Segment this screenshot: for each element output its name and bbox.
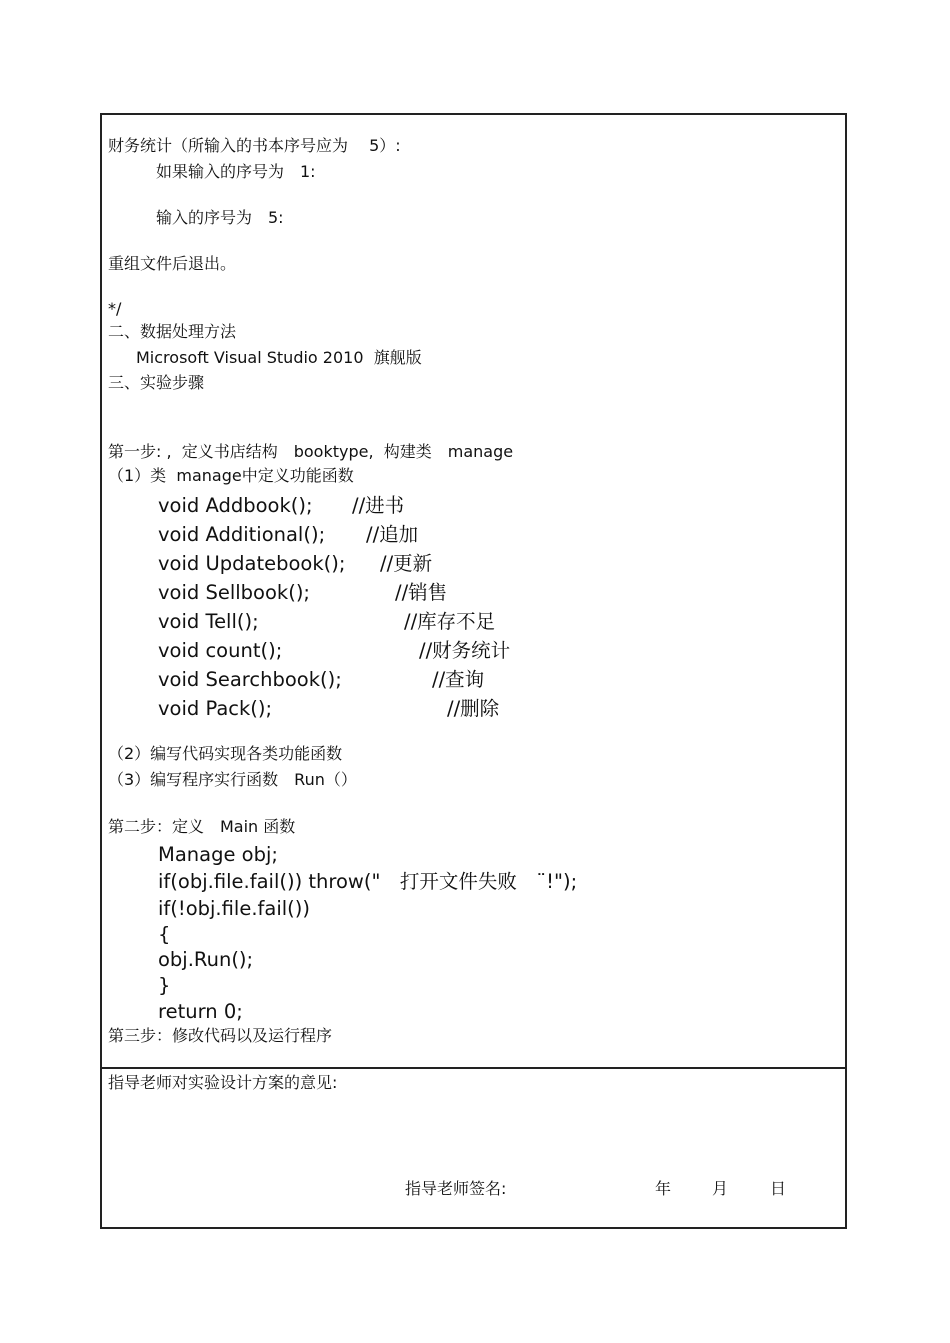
step1-sub1: （1）类 manage中定义功能函数	[108, 466, 354, 485]
section3-heading: 三、实验步骤	[108, 373, 205, 392]
function-code: void Additional();	[158, 523, 326, 546]
step3-line: 第三步：修改代码以及运行程序	[108, 1026, 333, 1045]
comment-end: */	[108, 299, 122, 318]
main-code-line: if(obj.file.fail()) throw(" 打开文件失败 ¨!");	[158, 870, 578, 893]
section-divider	[100, 1067, 847, 1069]
section2-heading: 二、数据处理方法	[108, 322, 237, 341]
function-comment: //更新	[380, 552, 433, 575]
teacher-signature-label: 指导老师签名:	[405, 1179, 507, 1198]
function-code: void Addbook();	[158, 494, 313, 517]
step1-sub2: （2）编写代码实现各类功能函数	[108, 744, 343, 763]
main-code-line: }	[158, 974, 171, 997]
date-year: 年	[655, 1179, 672, 1198]
function-code: void count();	[158, 639, 283, 662]
main-code-line: if(!obj.file.fail())	[158, 897, 311, 920]
step1-line: 第一步: , 定义书店结构 booktype, 构建类 manage	[108, 442, 514, 461]
reorganize-line: 重组文件后退出。	[108, 254, 237, 273]
function-code: void Pack();	[158, 697, 273, 720]
teacher-opinion-label: 指导老师对实验设计方案的意见:	[108, 1073, 338, 1092]
function-comment: //进书	[352, 494, 405, 517]
finance-stats-line: 财务统计（所输入的书本序号应为 5）:	[108, 136, 401, 155]
main-code-line: obj.Run();	[158, 948, 254, 971]
function-comment: //库存不足	[404, 610, 496, 633]
date-day: 日	[770, 1179, 787, 1198]
step1-sub3: （3）编写程序实行函数 Run（）	[108, 770, 357, 789]
function-comment: //追加	[366, 523, 419, 546]
step2-line: 第二步：定义 Main 函数	[108, 817, 296, 836]
date-month: 月	[712, 1179, 729, 1198]
function-code: void Sellbook();	[158, 581, 310, 604]
function-comment: //销售	[395, 581, 448, 604]
function-comment: //删除	[447, 697, 500, 720]
function-comment: //财务统计	[419, 639, 511, 662]
main-code-line: {	[158, 923, 171, 946]
main-code-line: return 0;	[158, 1000, 243, 1023]
input-5-line: 输入的序号为 5:	[156, 208, 284, 227]
function-code: void Updatebook();	[158, 552, 346, 575]
function-comment: //查询	[432, 668, 485, 691]
function-code: void Tell();	[158, 610, 259, 633]
function-code: void Searchbook();	[158, 668, 342, 691]
input-1-line: 如果输入的序号为 1:	[156, 162, 316, 181]
main-code-line: Manage obj;	[158, 843, 278, 866]
tool-line: Microsoft Visual Studio 2010 旗舰版	[136, 348, 422, 367]
